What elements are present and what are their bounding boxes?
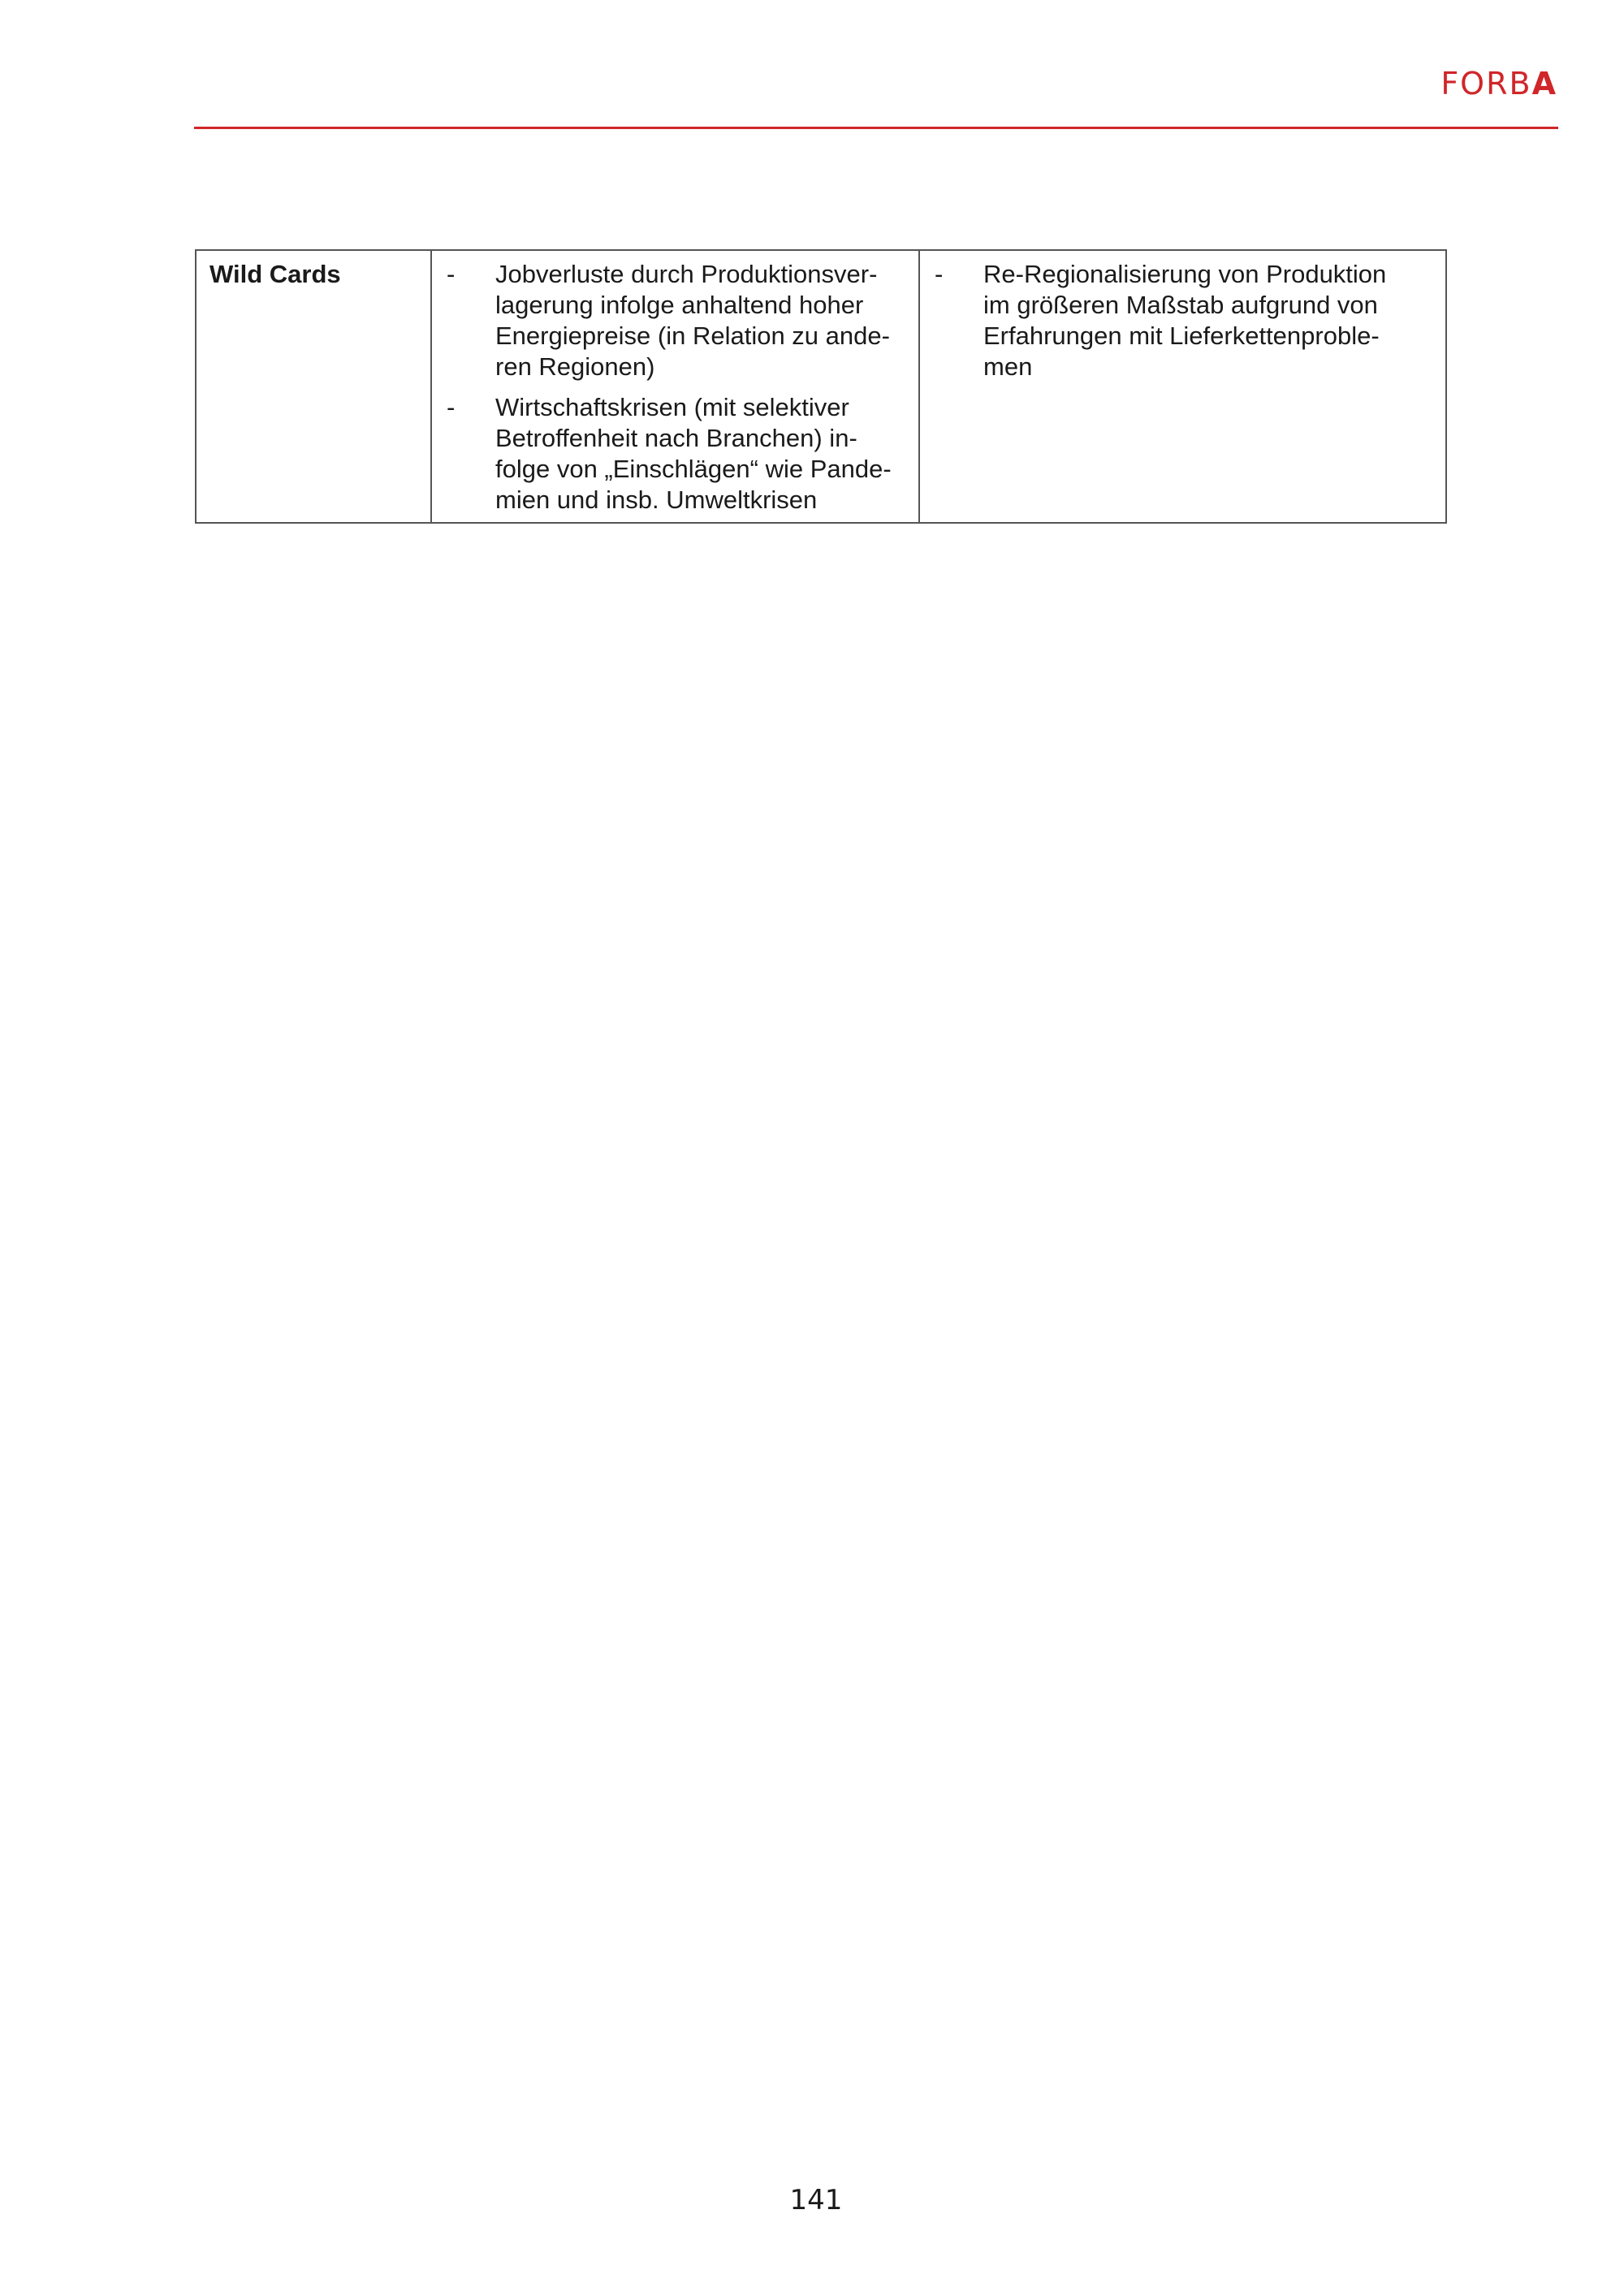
text-line: Re-Regionalisierung von Produktion (983, 260, 1387, 288)
text-line: lagerung infolge anhaltend hoher (495, 291, 864, 319)
bullet-text (983, 259, 1432, 382)
text-line: Energiepreise (in Relation zu ande- (495, 322, 890, 350)
page-number: 141 (789, 2184, 843, 2216)
text-line: Jobverluste durch Produktionsver- (495, 260, 878, 288)
logo-text-light: FORB (1440, 66, 1532, 101)
bullet-text (495, 259, 905, 382)
bullet-dash: - (935, 260, 944, 288)
text-line: men (983, 352, 1033, 381)
wild-cards-table (195, 249, 1447, 524)
forba-logo (1440, 68, 1557, 99)
text-line: im größeren Maßstab aufgrund von (983, 291, 1378, 319)
bullet-dash: - (447, 260, 456, 288)
text-line: ren Regionen) (495, 352, 655, 381)
column-b-cell (919, 250, 1446, 523)
bullet-text (495, 392, 905, 516)
text-line: Betroffenheit nach Branchen) in- (495, 424, 857, 452)
table-row (196, 250, 1446, 523)
list-item (933, 259, 1432, 382)
list-item (445, 259, 905, 382)
row-label-cell (196, 250, 431, 523)
row-label: Wild Cards (209, 260, 341, 288)
text-line: mien und insb. Umweltkrisen (495, 486, 818, 514)
bullet-dash: - (447, 393, 456, 421)
text-line: folge von „Einschlägen“ wie Pande- (495, 455, 892, 483)
list-item (445, 392, 905, 516)
text-line: Wirtschaftskrisen (mit selektiver (495, 393, 849, 421)
text-line: Erfahrungen mit Lieferkettenproble- (983, 322, 1380, 350)
column-a-cell (431, 250, 919, 523)
header-divider (194, 127, 1558, 129)
logo-text-bold: A (1531, 66, 1557, 101)
